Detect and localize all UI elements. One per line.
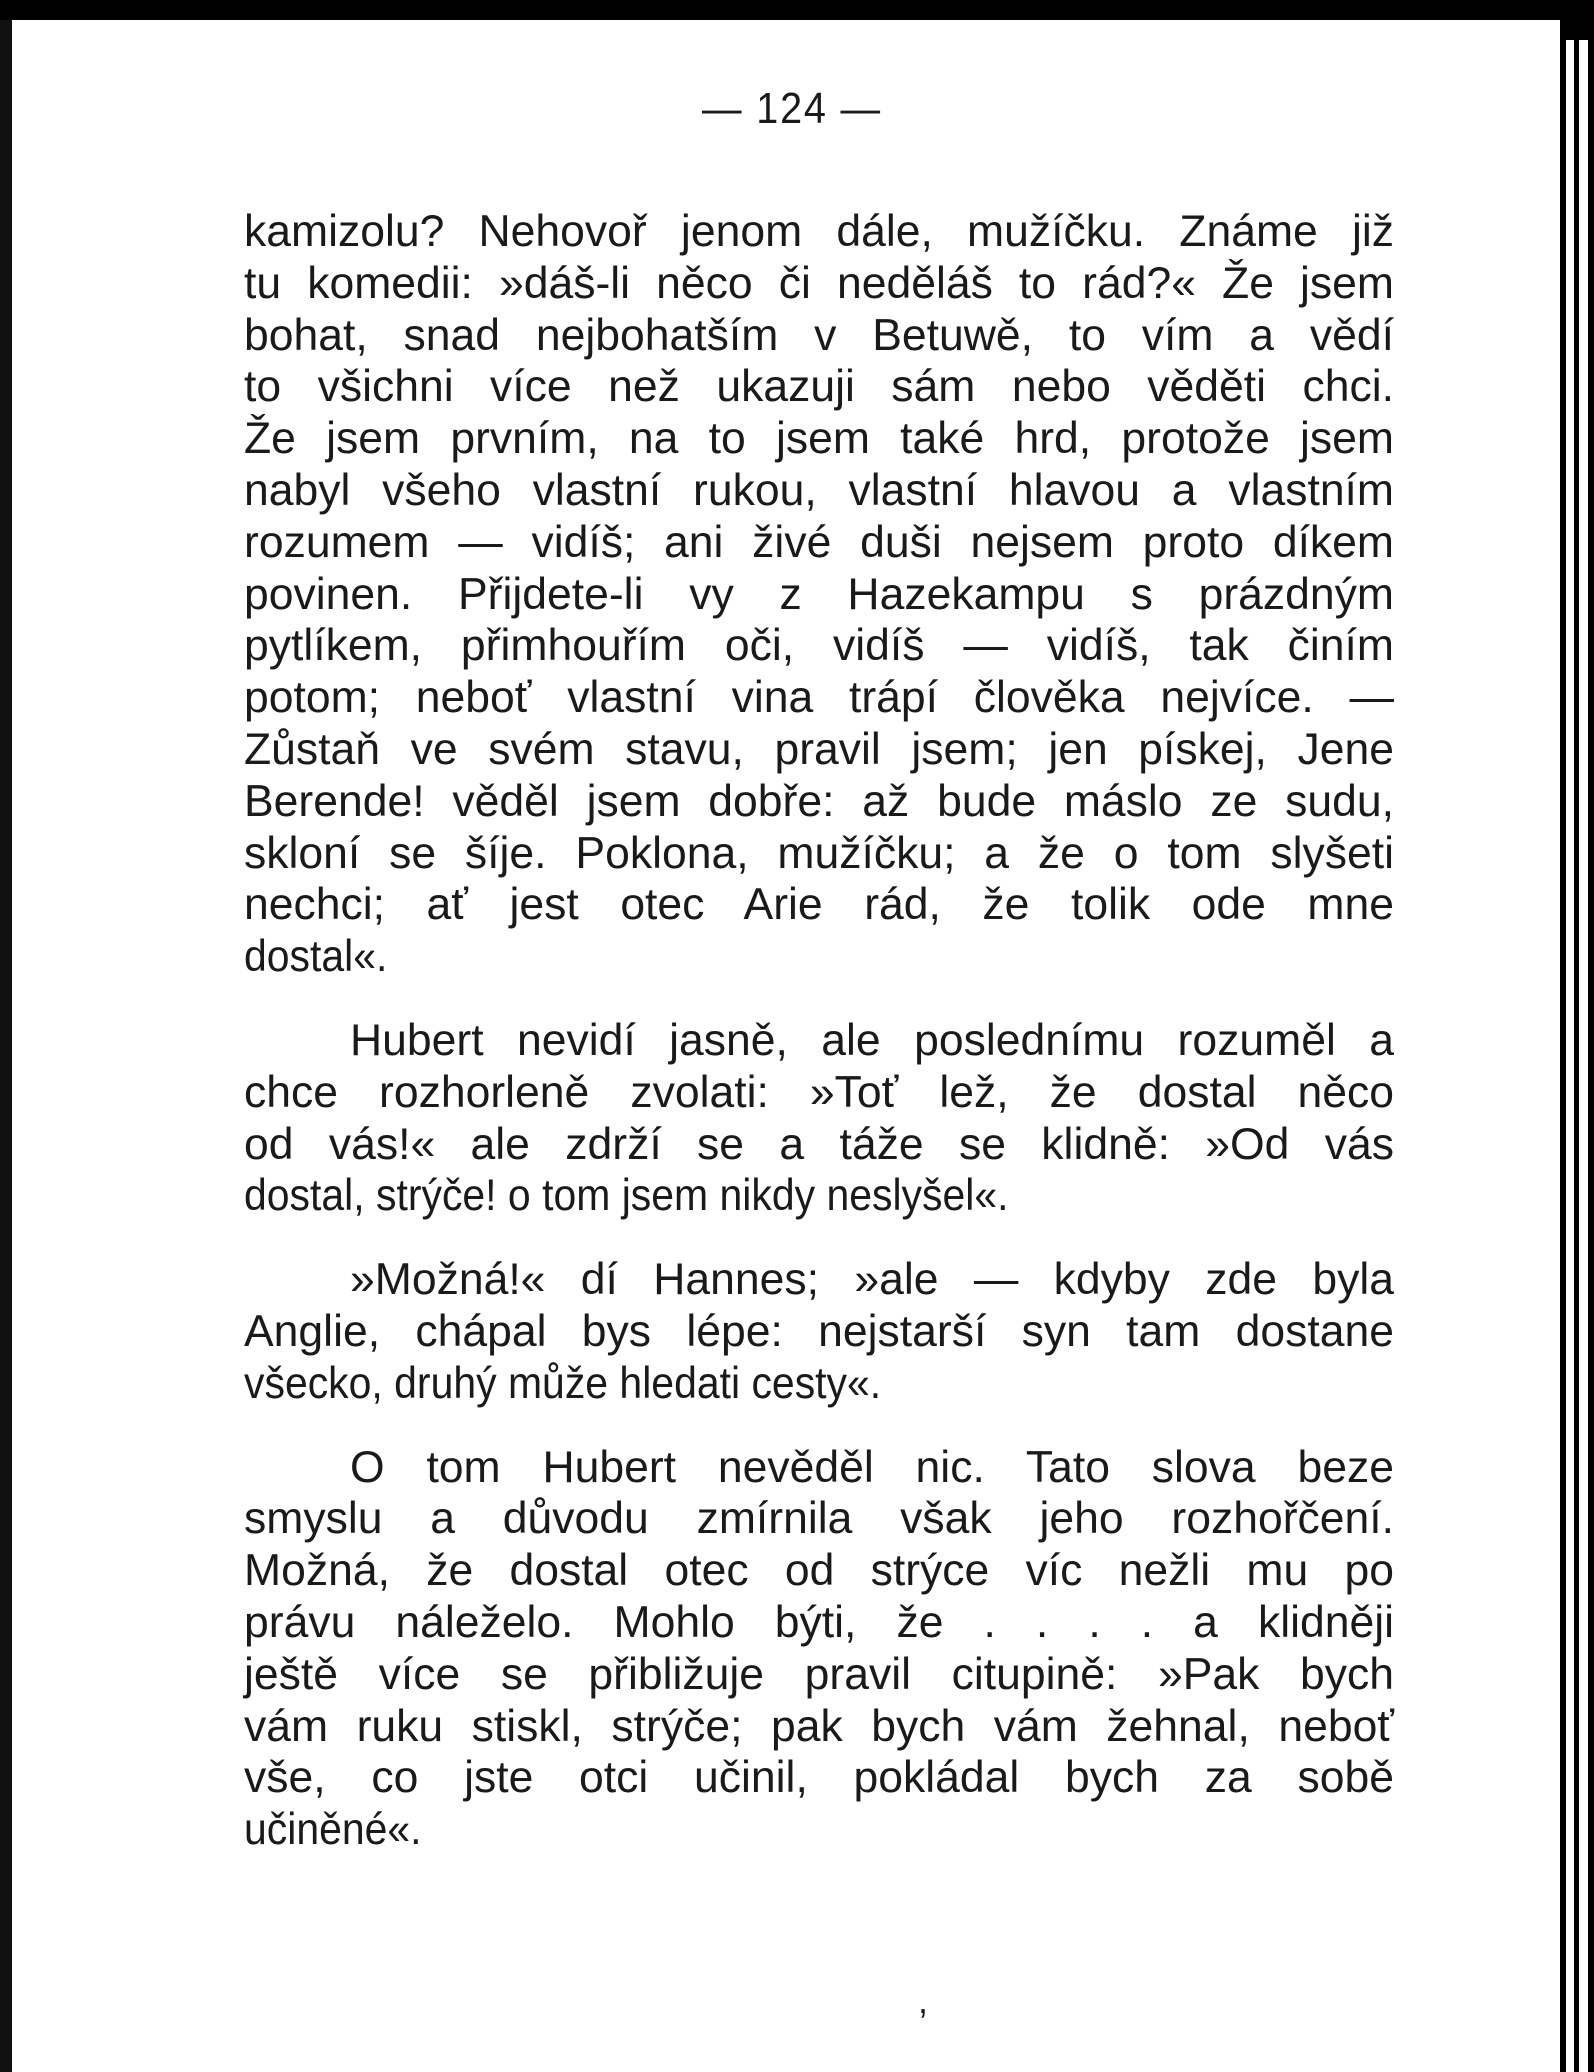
text-line: tu komedii: »dáš-li něco či neděláš to rád?« Že jsem bbox=[244, 258, 1394, 308]
paragraph bbox=[244, 206, 1394, 983]
text-line: dostal«. bbox=[244, 932, 388, 982]
binding-edge-inner bbox=[1566, 40, 1588, 2072]
text-line: chce rozhorleně zvolati: »Toť lež, že dostal něco bbox=[244, 1067, 1394, 1117]
text-line: Že jsem prvním, na to jsem také hrd, protože jsem bbox=[244, 414, 1394, 464]
text-line: vše, co jste otci učinil, pokládal bych za sobě bbox=[244, 1753, 1394, 1803]
text-line: »Možná!« dí Hannes; »ale — kdyby zde byla bbox=[350, 1255, 1394, 1305]
text-line: Hubert nevidí jasně, ale poslednímu rozuměl a bbox=[350, 1015, 1394, 1065]
text-line: smyslu a důvodu zmírnila však jeho rozhořčení. bbox=[244, 1494, 1394, 1544]
text-line: povinen. Přijdete-li vy z Hazekampu s prázdným bbox=[244, 569, 1394, 619]
text-line: bohat, snad nejbohatším v Betuwě, to vím a vědí bbox=[244, 310, 1394, 360]
page-top-edge bbox=[0, 0, 1594, 20]
text-line: potom; neboť vlastní vina trápí člověka nejvíce. — bbox=[244, 673, 1394, 723]
binding-edge bbox=[1560, 0, 1594, 2072]
text-line: dostal, strýče! o tom jsem nikdy neslyšel«. bbox=[244, 1171, 1009, 1221]
text-line: to všichni více než ukazuji sám nebo věděti chci. bbox=[244, 362, 1394, 412]
text-line: ještě více se přibližuje pravil citupině: »Pak bych bbox=[244, 1649, 1394, 1699]
text-line: právu náleželo. Mohlo býti, že . . . . a klidněji bbox=[244, 1597, 1394, 1647]
paragraph bbox=[244, 1015, 1394, 1222]
printing-speck: , bbox=[918, 1980, 929, 2021]
text-line: učiněné«. bbox=[244, 1805, 422, 1855]
paragraph bbox=[244, 1442, 1394, 1856]
text-line: Anglie, chápal bys lépe: nejstarší syn tam dostane bbox=[244, 1306, 1394, 1356]
text-line: nechci; ať jest otec Arie rád, že tolik ode mne bbox=[244, 880, 1394, 930]
text-line: rozumem — vidíš; ani živé duši nejsem proto díkem bbox=[244, 517, 1394, 567]
text-line: od vás!« ale zdrží se a táže se klidně: »Od vás bbox=[244, 1119, 1394, 1169]
text-line: všecko, druhý může hledati cesty«. bbox=[244, 1358, 882, 1408]
text-line: skloní se šíje. Poklona, mužíčku; a že o tom slyšeti bbox=[244, 828, 1394, 878]
text-line: vám ruku stiskl, strýče; pak bych vám žehnal, neboť bbox=[244, 1701, 1394, 1751]
text-line: O tom Hubert nevěděl nic. Tato slova beze bbox=[350, 1442, 1394, 1492]
text-line: nabyl všeho vlastní rukou, vlastní hlavou a vlastním bbox=[244, 465, 1394, 515]
text-line: Berende! věděl jsem dobře: až bude máslo ze sudu, bbox=[244, 776, 1394, 826]
book-page bbox=[0, 20, 1560, 2072]
page-number: — 124 — bbox=[702, 84, 882, 133]
paragraph bbox=[244, 1254, 1394, 1409]
text-line: Zůstaň ve svém stavu, pravil jsem; jen pískej, Jene bbox=[244, 724, 1394, 774]
text-line: kamizolu? Nehovoř jenom dále, mužíčku. Známe již bbox=[244, 207, 1394, 256]
body-text bbox=[244, 206, 1394, 1856]
text-line: Možná, že dostal otec od strýce víc nežli mu po bbox=[244, 1546, 1394, 1596]
text-line: pytlíkem, přimhouřím oči, vidíš — vidíš, tak činím bbox=[244, 621, 1394, 671]
